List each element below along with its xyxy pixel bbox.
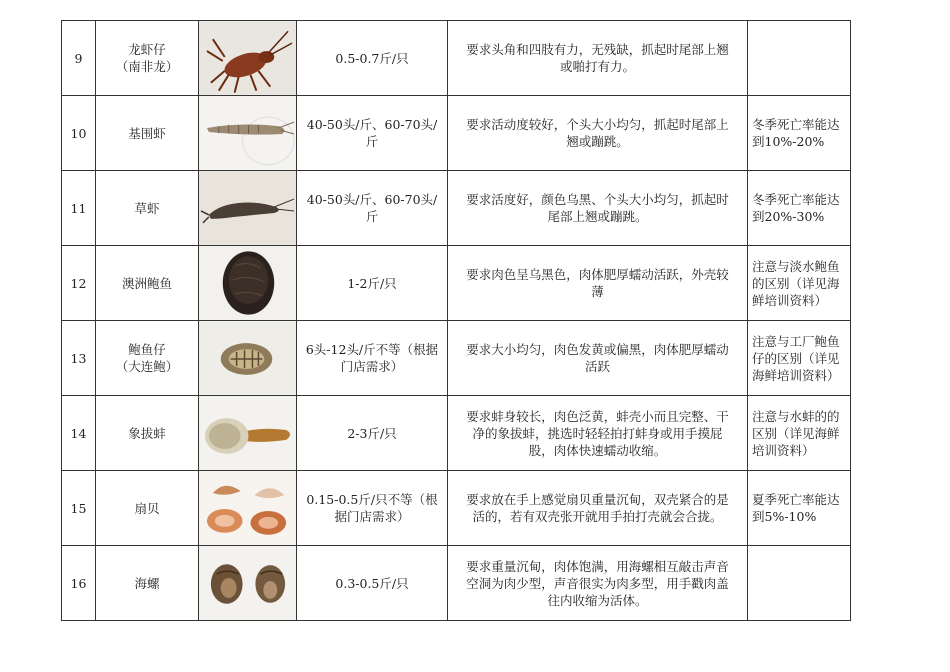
product-name-line: 澳洲鲍鱼	[121, 275, 172, 291]
row-number: 15	[62, 471, 96, 546]
note-cell	[748, 171, 851, 246]
product-name-line: 草虾	[134, 200, 160, 216]
spec-cell	[297, 546, 448, 621]
product-name	[96, 21, 199, 96]
spec-cell	[297, 246, 448, 321]
product-name-line: （大连鲍）	[115, 359, 179, 374]
row-number: 9	[62, 21, 96, 96]
geoduck-photo	[199, 396, 296, 470]
product-name	[96, 321, 199, 396]
note-line: 鲜培训资料）	[752, 292, 828, 308]
product-name-line: （南非龙）	[115, 59, 179, 74]
requirement-line: 要求蚌身较长，肉色泛黄，蚌壳小而且完整、干	[466, 408, 729, 424]
scallop-photo	[199, 471, 296, 545]
requirement-cell	[448, 21, 748, 96]
note-line: 冬季死亡率能达	[752, 192, 840, 207]
product-name-line: 扇贝	[134, 500, 160, 516]
spec-line: 6头-12头/斤不等（根据	[305, 342, 439, 357]
row-number: 11	[62, 171, 96, 246]
shrimp-photo	[199, 96, 296, 170]
spec-cell	[297, 321, 448, 396]
row-number: 10	[62, 96, 96, 171]
spec-line: 1-2斤/只	[347, 275, 397, 291]
note-line: 的区别（详见海	[752, 275, 840, 291]
product-photo-cell	[199, 471, 297, 546]
note-line: 到10%-20%	[752, 134, 825, 149]
note-line: 培训资料）	[752, 442, 815, 458]
product-name	[96, 246, 199, 321]
product-name-line: 基围虾	[128, 125, 166, 141]
requirement-line: 股，肉体快速蠕动收缩。	[528, 442, 667, 458]
requirement-line: 要求放在手上感觉扇贝重量沉甸，双壳紧合的是	[466, 492, 729, 507]
requirement-line: 要求肉色呈乌黑色，肉体肥厚蠕动活跃，外壳较	[466, 267, 729, 282]
spec-line: 斤	[365, 209, 379, 224]
product-name	[96, 396, 199, 471]
requirement-cell	[448, 246, 748, 321]
abalone-photo	[199, 246, 296, 320]
requirement-line: 活的，若有双壳张开就用手拍打壳就会合拢。	[472, 509, 723, 524]
table-row	[62, 21, 851, 96]
requirement-line: 要求大小均匀，肉色发黄或偏黑，肉体肥厚蠕动	[466, 342, 729, 357]
spec-line: 40-50头/斤、60-70头/	[306, 117, 438, 132]
table-row	[62, 96, 851, 171]
note-cell	[748, 321, 851, 396]
requirement-cell	[448, 321, 748, 396]
table-row	[62, 321, 851, 396]
requirement-line: 薄	[591, 284, 604, 299]
note-cell	[748, 96, 851, 171]
requirement-line: 要求活度好，颜色乌黑、个头大小均匀，抓起时	[466, 192, 729, 207]
note-line: 仔的区别（详见	[752, 350, 840, 366]
requirement-line: 或啪打有力。	[559, 59, 635, 74]
row-number: 12	[62, 246, 96, 321]
requirement-line: 尾部上翘或蹦跳。	[547, 209, 648, 224]
note-line: 区别（详见海鲜	[752, 425, 840, 441]
product-name	[96, 96, 199, 171]
note-line: 注意与工厂鲍鱼	[752, 333, 840, 349]
requirement-cell	[448, 396, 748, 471]
product-photo-cell	[199, 171, 297, 246]
note-cell	[748, 471, 851, 546]
requirement-cell	[448, 171, 748, 246]
requirement-line: 空洞为肉少型，声音很实为肉多型，用手戳肉盖	[466, 575, 729, 591]
product-name-line: 象拔蚌	[128, 425, 166, 441]
note-line: 到20%-30%	[752, 209, 825, 224]
product-name	[96, 171, 199, 246]
note-cell	[748, 546, 851, 621]
note-line: 冬季死亡率能达	[752, 117, 840, 132]
requirement-line: 要求重量沉甸，肉体饱满，用海螺相互敲击声音	[466, 558, 729, 574]
product-photo-cell	[199, 321, 297, 396]
table-row	[62, 246, 851, 321]
product-photo-cell	[199, 396, 297, 471]
table-row	[62, 396, 851, 471]
product-photo-cell	[199, 246, 297, 321]
spec-line: 40-50头/斤、60-70头/	[306, 192, 438, 207]
product-photo-cell	[199, 96, 297, 171]
requirement-line: 要求头角和四肢有力，无残缺，抓起时尾部上翘	[466, 42, 729, 57]
table-row	[62, 471, 851, 546]
product-photo-cell	[199, 21, 297, 96]
requirement-cell	[448, 546, 748, 621]
table-row	[62, 546, 851, 621]
product-name	[96, 471, 199, 546]
spec-cell	[297, 171, 448, 246]
row-number: 14	[62, 396, 96, 471]
spec-cell	[297, 396, 448, 471]
seafood-spec-table	[61, 20, 851, 621]
spec-cell	[297, 21, 448, 96]
spec-line: 0.3-0.5斤/只	[335, 575, 409, 591]
table-row	[62, 171, 851, 246]
requirement-line: 往内收缩为活体。	[547, 592, 648, 608]
product-name-line: 鲍鱼仔	[128, 342, 166, 357]
note-cell	[748, 396, 851, 471]
spec-line: 0.15-0.5斤/只不等（根	[306, 492, 438, 507]
product-photo-cell	[199, 546, 297, 621]
table-body	[62, 21, 851, 621]
spec-line: 据门店需求）	[334, 509, 410, 524]
small-abalone-photo	[199, 321, 296, 395]
note-line: 注意与淡水鲍鱼	[752, 258, 840, 274]
note-line: 海鲜培训资料）	[752, 367, 840, 383]
requirement-cell	[448, 471, 748, 546]
requirement-line: 要求活动度较好，个头大小均匀，抓起时尾部上	[466, 117, 729, 132]
spec-line: 0.5-0.7斤/只	[335, 50, 409, 66]
note-cell	[748, 21, 851, 96]
spec-line: 门店需求）	[340, 359, 404, 374]
note-line: 注意与水蚌的的	[752, 408, 840, 424]
requirement-line: 翘或蹦跳。	[566, 134, 629, 149]
note-cell	[748, 246, 851, 321]
row-number: 13	[62, 321, 96, 396]
sea-snail-photo	[199, 546, 296, 620]
note-line: 夏季死亡率能达	[752, 492, 840, 507]
product-name-line: 龙虾仔	[128, 42, 166, 57]
spec-line: 斤	[365, 134, 379, 149]
crayfish-photo	[199, 21, 296, 95]
product-name-line: 海螺	[134, 575, 160, 591]
spec-line: 2-3斤/只	[347, 425, 397, 441]
spec-cell	[297, 96, 448, 171]
grass-shrimp-photo	[199, 171, 296, 245]
requirement-line: 活跃	[584, 359, 610, 374]
note-line: 到5%-10%	[752, 509, 817, 524]
row-number: 16	[62, 546, 96, 621]
product-name	[96, 546, 199, 621]
requirement-line: 净的象拔蚌，挑选时轻轻拍打蚌身或用手摸屁	[472, 425, 723, 441]
requirement-cell	[448, 96, 748, 171]
spec-cell	[297, 471, 448, 546]
